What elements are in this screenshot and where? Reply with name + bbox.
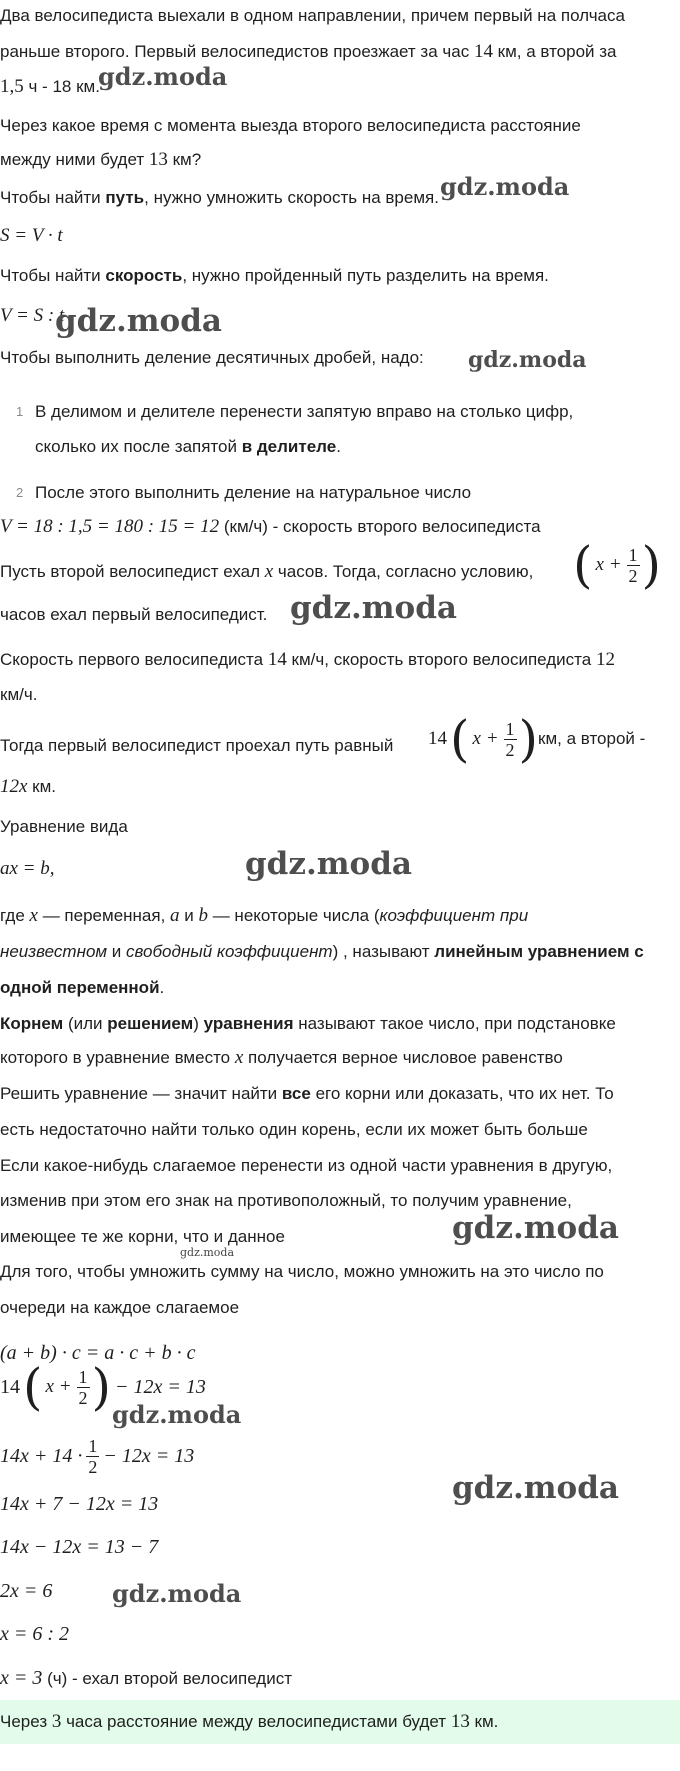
theory-text: получается верное числовое равенство [243, 1048, 563, 1067]
theory-text: Если какое-нибудь слагаемое перенести из одной части уравнения в другую, [0, 1156, 613, 1175]
theory-text: Для того, чтобы умножить сумму на число, можно умножить на это число по [0, 1262, 604, 1281]
math-value: 13 [450, 1711, 470, 1732]
question-line-1 [0, 114, 581, 138]
formula-speed: V = S : t [0, 305, 65, 326]
theory-term: решением [107, 1014, 194, 1033]
linear-eq-where-1 [0, 904, 528, 928]
solve-definition-1 [0, 1082, 614, 1106]
fraction-half [504, 719, 517, 760]
step-term: в делителе [241, 437, 337, 456]
distributive-rule-1 [0, 1260, 604, 1284]
step-text: В делимом и делителе перенести запятую вправо на столько цифр, [35, 402, 574, 421]
math-expression: 12x [0, 776, 28, 797]
fraction-denominator: 2 [628, 565, 638, 586]
step-text: После этого выполнить деление на натуральное число [35, 483, 472, 502]
theory-term: все [281, 1084, 311, 1103]
solution-text: Пусть второй велосипедист ехал [0, 562, 265, 581]
paren-left: ( [450, 710, 470, 768]
math-expression: x + [45, 1376, 72, 1397]
watermark: gdz.moda [452, 1470, 619, 1506]
move-rule-1 [0, 1154, 612, 1178]
step-text: . [336, 437, 341, 456]
step-1-line-2 [35, 435, 341, 459]
solution-text: часов ехал первый велосипедист. [0, 605, 268, 624]
theory-text: изменив при этом его знак на противоположный, то получим уравнение, [0, 1191, 572, 1210]
fraction-numerator: 1 [628, 544, 638, 565]
math-expression: x = 3 [0, 1667, 43, 1689]
fraction-half [627, 545, 640, 586]
linear-eq-formula: ax = b, [0, 858, 55, 879]
fraction-denominator: 2 [88, 1457, 98, 1477]
solution-text: (км/ч) - скорость второго велосипедиста [219, 517, 541, 536]
root-definition-2 [0, 1046, 563, 1070]
watermark: gdz.moda [180, 1246, 235, 1259]
problem-text: ч - 18 км. [23, 77, 100, 96]
rule-speed [0, 264, 549, 288]
theory-text: — переменная, [37, 906, 171, 925]
solution-text: км, а второй - [538, 729, 646, 748]
watermark: gdz.moda [112, 1400, 242, 1429]
rule-text: , нужно пройденный путь разделить на время. [182, 266, 549, 285]
theory-text: ) , называют [332, 942, 435, 961]
watermark: gdz.moda [468, 347, 587, 373]
answer-part: часа расстояние между велосипедистами будет [61, 1712, 451, 1731]
paren-right: ) [518, 710, 539, 768]
equation-1 [0, 1358, 206, 1416]
problem-text: км, а второй за [492, 42, 617, 61]
theory-text: Уравнение вида [0, 817, 128, 836]
fraction-numerator: 1 [88, 1436, 98, 1456]
expression-x-plus-half [573, 536, 662, 594]
equation-6: x = 6 : 2 [0, 1623, 70, 1645]
problem-line-1 [0, 4, 625, 28]
problem-text: Два велосипедиста выехали в одном направлении, причем первый на полчаса [0, 6, 625, 25]
rule-path [0, 186, 439, 210]
fraction-half [77, 1367, 90, 1408]
watermark: gdz.moda [98, 62, 228, 91]
problem-line-3 [0, 75, 100, 99]
solution-text: часов. Тогда, согласно условию, [273, 562, 534, 581]
paren-right: ) [641, 536, 662, 594]
equation-4: 14x − 12x = 13 − 7 [0, 1536, 159, 1558]
math-expression: x + [472, 728, 499, 749]
theory-text: ) [193, 1014, 204, 1033]
math-variable: b [198, 905, 208, 926]
theory-text: и [179, 906, 199, 925]
step-number: 1 [16, 404, 24, 419]
theory-text: очереди на каждое слагаемое [0, 1298, 240, 1317]
theory-term: неизвестном [0, 942, 108, 961]
theory-term: линейным уравнением с [434, 942, 644, 961]
fraction-half [86, 1436, 99, 1477]
let-x-line-2 [0, 603, 267, 627]
math-value: 14 [428, 728, 447, 749]
theory-text: которого в уравнение вместо [0, 1048, 235, 1067]
step-number: 2 [16, 485, 24, 500]
let-x-line [0, 560, 533, 584]
solution-text: (ч) - ехал второй велосипедист [42, 1669, 292, 1688]
rule-term: путь [105, 188, 145, 207]
speeds-line [0, 648, 615, 672]
move-rule-2 [0, 1189, 572, 1213]
theory-text: и [107, 942, 127, 961]
watermark: gdz.moda [112, 1579, 242, 1608]
paren-right: ) [91, 1358, 112, 1416]
fraction-denominator: 2 [505, 739, 515, 760]
theory-term: уравнения [203, 1014, 294, 1033]
fraction-numerator: 1 [78, 1366, 88, 1387]
rule-text: Чтобы выполнить деление десятичных дробей, надо: [0, 348, 424, 367]
speeds-line-2 [0, 683, 37, 707]
question-line-2 [0, 148, 201, 172]
math-variable: x [264, 561, 274, 582]
equation-7 [0, 1666, 292, 1691]
math-variable: x [29, 905, 38, 926]
distributive-rule-2 [0, 1296, 239, 1320]
root-definition-1 [0, 1012, 616, 1036]
theory-term: свободный коэффициент [126, 942, 333, 961]
math-value: 12 [595, 649, 615, 670]
rule-decimal-division [0, 346, 424, 370]
equation-3: 14x + 7 − 12x = 13 [0, 1493, 159, 1515]
answer-part: Через [0, 1712, 52, 1731]
theory-text: где [0, 906, 30, 925]
rule-text: Чтобы найти [0, 188, 106, 207]
math-value: 1,5 [0, 76, 24, 97]
fraction-denominator: 2 [78, 1387, 88, 1408]
math-variable: x [234, 1047, 244, 1068]
paren-left: ( [573, 536, 593, 594]
watermark: gdz.moda [290, 590, 457, 626]
math-value: 14 [473, 41, 493, 62]
answer-part: км. [469, 1712, 499, 1731]
equation-5: 2x = 6 [0, 1580, 53, 1602]
watermark: gdz.moda [55, 303, 222, 339]
distributive-formula: (a + b) · c = a · c + b · c [0, 1342, 196, 1364]
theory-term: Корнем [0, 1014, 64, 1033]
distance-line-2 [0, 775, 56, 799]
theory-text: называют такое число, при подстановке [293, 1014, 616, 1033]
formula-path: S = V · t [0, 225, 63, 246]
theory-term: одной переменной [0, 978, 160, 997]
theory-text: Решить уравнение — значит найти [0, 1084, 282, 1103]
linear-eq-where-2 [0, 940, 644, 964]
solution-text: км. [27, 777, 57, 796]
math-variable: a [170, 905, 180, 926]
theory-text: . [159, 978, 165, 997]
rule-term: скорость [105, 266, 183, 285]
step-text: сколько их после запятой [35, 437, 242, 456]
question-text: Через какое время с момента выезда второго велосипедиста расстояние [0, 116, 581, 135]
equation-2 [0, 1436, 194, 1477]
theory-text: — некоторые числа ( [207, 906, 380, 925]
distance-line [0, 734, 393, 758]
question-text: между ними будет [0, 150, 149, 169]
math-expression: V = 18 : 1,5 = 180 : 15 = 12 [0, 516, 220, 537]
math-expression: x + [595, 554, 622, 575]
question-text: км? [167, 150, 202, 169]
theory-text: (или [63, 1014, 108, 1033]
watermark: gdz.moda [440, 172, 570, 201]
math-expression: 14x + 14 · [0, 1445, 83, 1467]
rule-text: , нужно умножить скорость на время. [144, 188, 439, 207]
paren-left: ( [23, 1358, 43, 1416]
watermark: gdz.moda [452, 1210, 619, 1246]
math-value: 3 [51, 1711, 62, 1732]
expression-14-x-plus-half [428, 710, 646, 768]
linear-eq-heading [0, 815, 128, 839]
solution-text: Скорость первого велосипедиста [0, 650, 268, 669]
solution-text: км/ч. [0, 685, 38, 704]
math-value: 14 [267, 649, 287, 670]
problem-line-2 [0, 40, 617, 64]
rule-text: Чтобы найти [0, 266, 106, 285]
watermark: gdz.moda [245, 846, 412, 882]
answer-text [0, 1710, 498, 1734]
theory-term: коэффициент при [379, 906, 529, 925]
math-value: 14 [0, 1375, 20, 1398]
math-value: 13 [148, 149, 168, 170]
linear-eq-where-3 [0, 976, 164, 1000]
fraction-numerator: 1 [505, 718, 515, 739]
step-2 [35, 481, 471, 505]
math-expression: − 12x = 13 [103, 1445, 195, 1467]
problem-text: раньше второго. Первый велосипедистов проезжает за час [0, 42, 474, 61]
solution-text: Тогда первый велосипедист проехал путь равный [0, 736, 394, 755]
solve-definition-2 [0, 1118, 588, 1142]
step-1-line-1 [35, 400, 573, 424]
theory-text: имеющее те же корни, что и данное [0, 1227, 285, 1246]
math-expression: − 12x = 13 [115, 1375, 206, 1398]
solution-text: км/ч, скорость второго велосипедиста [286, 650, 596, 669]
speed-second-calc [0, 515, 541, 539]
theory-text: его корни или доказать, что их нет. То [310, 1084, 614, 1103]
theory-text: есть недостаточно найти только один корень, если их может быть больше [0, 1120, 588, 1139]
move-rule-3 [0, 1225, 285, 1249]
